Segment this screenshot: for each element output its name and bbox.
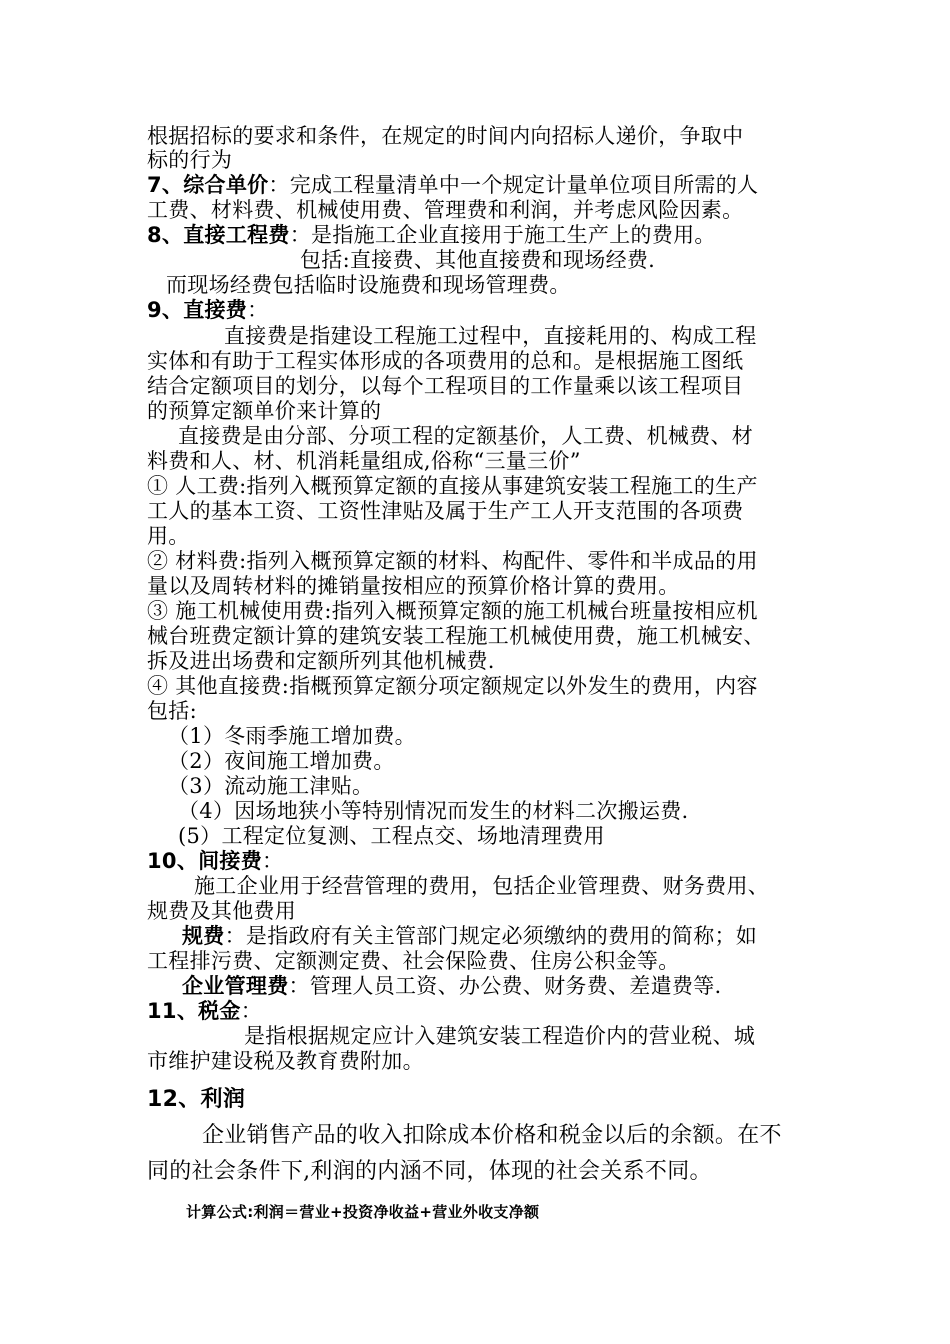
section-11 xyxy=(147,999,262,1023)
text: ： xyxy=(262,849,284,873)
text: ：管理人员工资、办公费、财务费、差遣费等. xyxy=(288,974,722,998)
text: 根据招标的要求和条件，在规定的时间内向招标人递价，争取中 xyxy=(147,124,744,148)
text-line xyxy=(202,1124,782,1148)
text-line xyxy=(147,574,680,598)
text: 拆及进出场费和定额所列其他机械费. xyxy=(147,649,495,673)
text-line xyxy=(147,198,743,222)
text: （2）夜间施工增加费。 xyxy=(168,749,395,773)
text-line xyxy=(244,1024,755,1048)
text: （3）流动施工津贴。 xyxy=(168,774,374,798)
section-9 xyxy=(147,298,268,322)
section-number: 8、 xyxy=(147,223,184,247)
text: 标的行为 xyxy=(147,148,233,172)
text-line xyxy=(194,874,769,898)
text: ：是指施工企业直接用于施工生产上的费用。 xyxy=(289,223,716,247)
text-line xyxy=(178,424,753,448)
term-heading: 12、利润 xyxy=(147,1087,246,1112)
text: ③ 施工机械使用费:指列入概预算定额的施工机械台班量按相应机 xyxy=(147,599,758,623)
term-heading: 直接工程费 xyxy=(183,223,290,247)
list-item xyxy=(147,674,758,698)
term-line xyxy=(182,974,721,998)
term-heading: 企业管理费 xyxy=(182,974,289,998)
sub-item xyxy=(168,774,373,798)
text-line xyxy=(147,699,197,723)
formula-line xyxy=(186,1198,539,1224)
text: 施工企业用于经营管理的费用，包括企业管理费、财务费用、 xyxy=(194,874,770,898)
text: 而现场经费包括临时设施费和现场管理费。 xyxy=(166,273,571,297)
text: 工人的基本工资、工资性津贴及属于生产工人开支范围的各项费 xyxy=(147,499,744,523)
term-heading: 综合单价 xyxy=(183,173,269,197)
text: 直接费是由分部、分项工程的定额基价，人工费、机械费、材 xyxy=(178,424,754,448)
text-line xyxy=(147,1049,424,1073)
text: 直接费是指建设工程施工过程中，直接耗用的、构成工程 xyxy=(224,324,757,348)
text-line xyxy=(147,124,743,148)
text: ：完成工程量清单中一个规定计量单位项目所需的人 xyxy=(268,173,759,197)
text: ④ 其他直接费:指概预算定额分项定额规定以外发生的费用，内容 xyxy=(147,674,758,698)
term-line xyxy=(182,924,757,948)
text-line xyxy=(147,374,743,398)
text-line xyxy=(147,649,495,673)
text-line xyxy=(300,248,655,272)
text: ： xyxy=(240,999,263,1023)
sub-item xyxy=(178,799,689,823)
text: 实体和有助于工程实体形成的各项费用的总和。是根据施工图纸 xyxy=(147,349,744,373)
text: 是指根据规定应计入建筑安装工程造价内的营业税、城 xyxy=(244,1024,756,1048)
text-line xyxy=(166,273,571,297)
text: （1）冬雨季施工增加费。 xyxy=(168,724,416,748)
text: 的预算定额单价来计算的 xyxy=(147,399,382,423)
text: 结合定额项目的划分，以每个工程项目的工作量乘以该工程项目 xyxy=(147,374,744,398)
text-line xyxy=(147,1160,712,1184)
text: 工费、材料费、机械使用费、管理费和利润，并考虑风险因素。 xyxy=(147,198,744,222)
text: 料费和人、材、机消耗量组成,俗称“三量三价” xyxy=(147,449,581,473)
term-heading: 10、间接费 xyxy=(147,849,263,873)
text: 械台班费定额计算的建筑安装工程施工机械使用费，施工机械安、 xyxy=(147,624,765,648)
text-line xyxy=(147,449,581,473)
text: 企业销售产品的收入扣除成本价格和税金以后的余额。在不 xyxy=(202,1123,782,1148)
text: ：是指政府有关主管部门规定必须缴纳的费用的简称；如 xyxy=(224,924,758,948)
sub-item xyxy=(168,724,416,748)
text-line xyxy=(147,349,743,373)
text-line xyxy=(147,899,296,923)
text: ② 材料费:指列入概预算定额的材料、构配件、零件和半成品的用 xyxy=(147,549,758,573)
term-heading: 11、税金 xyxy=(147,999,241,1023)
term-heading: 规费 xyxy=(182,924,225,948)
list-item xyxy=(147,474,758,498)
text-line xyxy=(224,324,757,348)
text: 市维护建设税及教育费附加。 xyxy=(147,1049,424,1073)
text: 包括:直接费、其他直接费和现场经费. xyxy=(300,248,656,272)
term-heading: 9、直接费 xyxy=(147,298,248,322)
text: 工程排污费、定额测定费、社会保险费、住房公积金等。 xyxy=(147,949,680,973)
formula-text: 计算公式:利润＝营业+投资净收益+营业外收支净额 xyxy=(186,1203,540,1221)
text-line xyxy=(147,148,232,172)
text: ① 人工费:指列入概预算定额的直接从事建筑安装工程施工的生产 xyxy=(147,474,758,498)
text-line xyxy=(147,499,743,523)
text-line xyxy=(147,399,381,423)
text: （4）因场地狭小等特别情况而发生的材料二次搬运费. xyxy=(178,799,689,823)
text: ： xyxy=(247,298,269,322)
sub-item xyxy=(168,749,395,773)
text-line xyxy=(147,624,765,648)
text-line xyxy=(147,949,680,973)
text: 包括: xyxy=(147,699,197,723)
text: 同的社会条件下,利润的内涵不同，体现的社会关系不同。 xyxy=(147,1159,712,1184)
section-10 xyxy=(147,849,283,873)
text-line xyxy=(147,524,190,548)
section-8 xyxy=(147,223,716,247)
sub-item xyxy=(178,824,605,848)
list-item xyxy=(147,549,758,573)
list-item xyxy=(147,599,758,623)
section-7 xyxy=(147,173,758,197)
section-number: 7、 xyxy=(147,173,184,197)
text: 规费及其他费用 xyxy=(147,899,297,923)
text: 用。 xyxy=(147,524,190,548)
text: (5）工程定位复测、工程点交、场地清理费用 xyxy=(178,824,605,848)
text: 量以及周转材料的摊销量按相应的预算价格计算的费用。 xyxy=(147,574,680,598)
section-12 xyxy=(147,1088,245,1112)
